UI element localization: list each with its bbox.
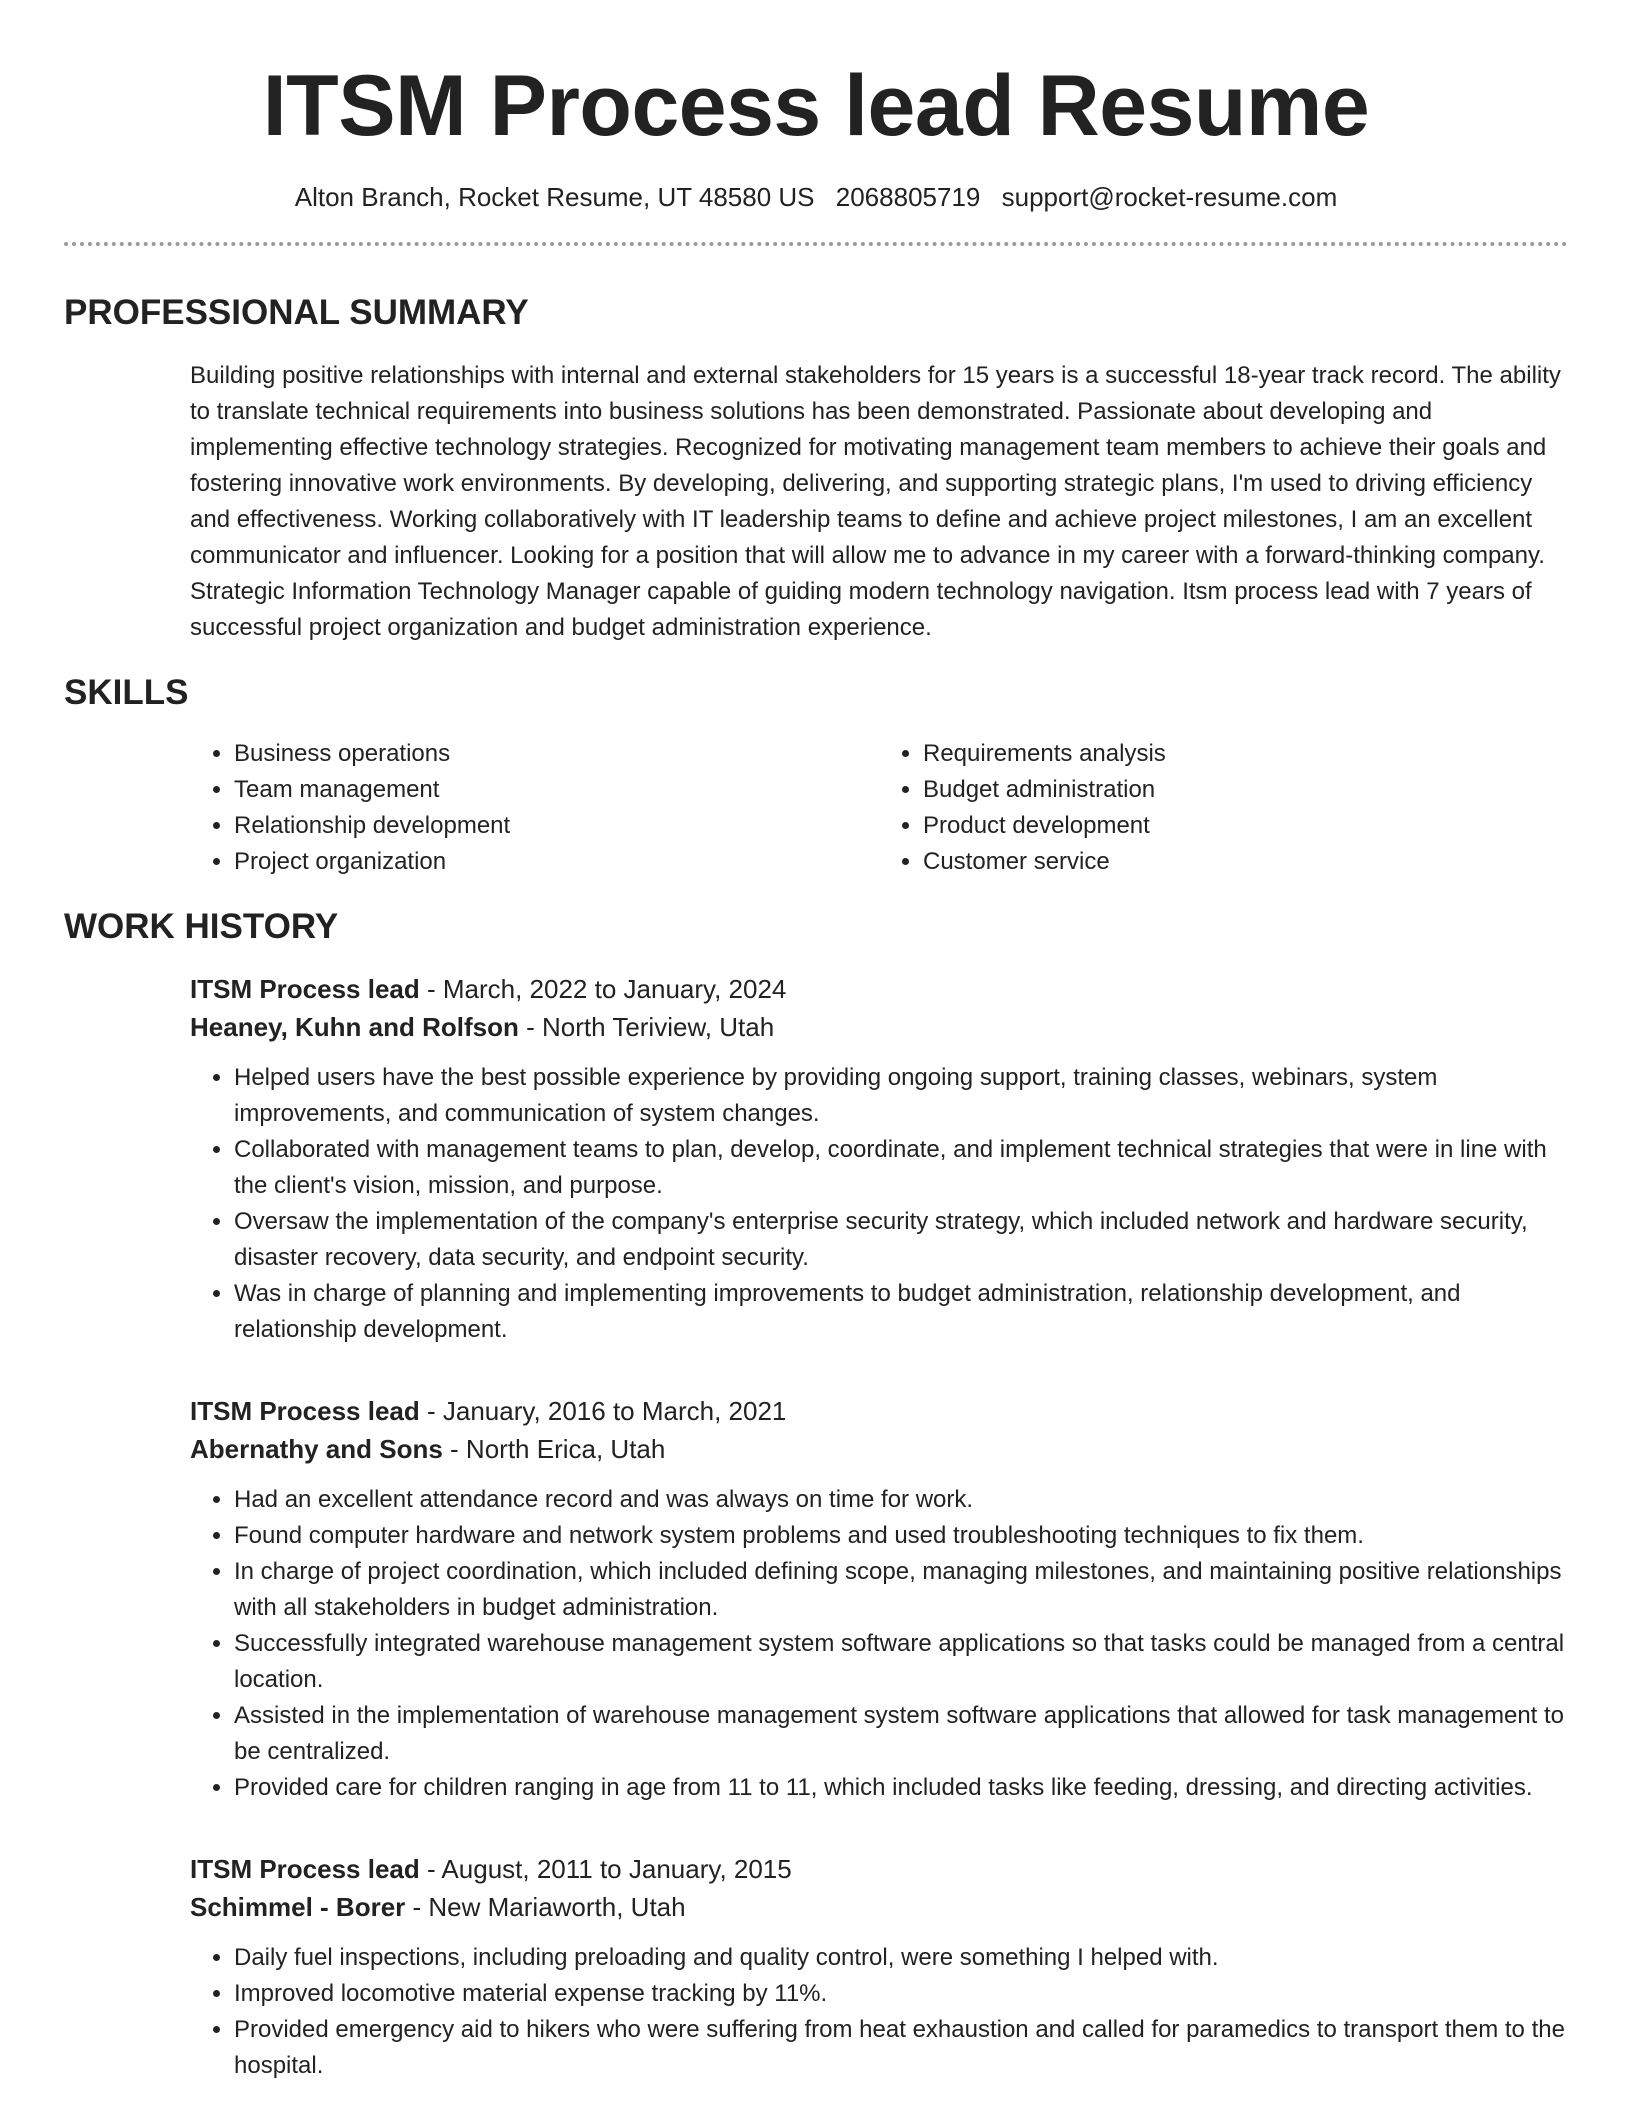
skill-item: • Project organization: [234, 844, 879, 880]
contact-phone: 2068805719: [835, 182, 981, 212]
job-bullet: • Successfully integrated warehouse management system software applications so that tasks could be managed from a central location.: [234, 1626, 1568, 1698]
job-bullet: • Had an excellent attendance record and was always on time for work.: [234, 1482, 1568, 1518]
job-bullet: • Collaborated with management teams to plan, develop, coordinate, and implement technical strategies that were in line with the client's vision, mission, and purpose.: [234, 1132, 1568, 1204]
skill-item: • Relationship development: [234, 808, 879, 844]
skill-item: • Customer service: [923, 844, 1568, 880]
job-title: ITSM Process lead: [190, 1396, 420, 1426]
job-bullet: • In charge of project coordination, which included defining scope, managing milestones, and maintaining positive relationships with all stakeholders in budget administration.: [234, 1554, 1568, 1626]
resume-title: ITSM Process lead Resume: [262, 58, 1370, 154]
skill-item: • Team management: [234, 772, 879, 808]
job-bullet: • Found computer hardware and network system problems and used troubleshooting techniques to fix them.: [234, 1518, 1568, 1554]
job-company: Schimmel - Borer: [190, 1892, 406, 1922]
job-bullet: • Assisted in the implementation of warehouse management system software applications that allowed for task management to be centralized.: [234, 1698, 1568, 1770]
job-location: - New Mariaworth, Utah: [405, 1892, 686, 1922]
job-dates: - January, 2016 to March, 2021: [419, 1396, 787, 1426]
job-title: ITSM Process lead: [190, 1854, 420, 1884]
job-bullets: [190, 1482, 1568, 1806]
job-title-line: [190, 1850, 1568, 1888]
job-company: Heaney, Kuhn and Rolfson: [190, 1012, 519, 1042]
contact-line: [64, 180, 1568, 214]
skills-heading: SKILLS: [64, 673, 189, 712]
summary-text: Building positive relationships with internal and external stakeholders for 15 years is a successful 18-year track record. The ability to translate technical requirements into business solutions has been demonstrated. Passionate about developing and implementing effective technology strategies. Recognized for motivating management team members to achieve their goals and fostering innovative work environments. By developing, delivering, and supporting strategic plans, I'm used to driving efficiency and effectiveness. Working collaboratively with IT leadership teams to define and achieve project milestones, I am an excellent communicator and influencer. Looking for a position that will allow me to advance in my career with a forward-thinking company. Strategic Information Technology Manager capable of guiding modern technology navigation. Itsm process lead with 7 years of successful project organization and budget administration experience.: [190, 362, 1561, 641]
job-bullet: • Was in charge of planning and implementing improvements to budget administration, relationship development, and relationship development.: [234, 1276, 1568, 1348]
job-bullet: • Daily fuel inspections, including preloading and quality control, were something I helped with.: [234, 1940, 1568, 1976]
job-company: Abernathy and Sons: [190, 1434, 443, 1464]
job-entry: [190, 1392, 1568, 1806]
job-entry: [190, 1850, 1568, 2084]
header-divider: [64, 242, 1568, 246]
job-bullet: • Improved locomotive material expense tracking by 11%.: [234, 1976, 1568, 2012]
job-bullets: [190, 1940, 1568, 2084]
job-bullet: • Helped users have the best possible experience by providing ongoing support, training classes, webinars, system improvements, and communication of system changes.: [234, 1060, 1568, 1132]
skills-column-left: [190, 736, 879, 880]
job-company-line: [190, 1430, 1568, 1468]
summary-heading: PROFESSIONAL SUMMARY: [64, 293, 529, 332]
job-company-line: [190, 1888, 1568, 1926]
contact-email: support@rocket-resume.com: [1001, 182, 1338, 212]
skill-item: • Budget administration: [923, 772, 1568, 808]
job-location: - North Erica, Utah: [442, 1434, 666, 1464]
job-dates: - March, 2022 to January, 2024: [419, 974, 787, 1004]
job-bullets: [190, 1060, 1568, 1348]
skills-list: [190, 736, 1568, 880]
job-title-line: [190, 970, 1568, 1008]
contact-address: Alton Branch, Rocket Resume, UT 48580 US: [294, 182, 815, 212]
job-title: ITSM Process lead: [190, 974, 420, 1004]
job-dates: - August, 2011 to January, 2015: [419, 1854, 792, 1884]
skills-column-right: [879, 736, 1568, 880]
job-location: - North Teriview, Utah: [518, 1012, 775, 1042]
work-history-list: [190, 970, 1568, 2084]
job-title-line: [190, 1392, 1568, 1430]
job-bullet: • Provided emergency aid to hikers who were suffering from heat exhaustion and called for paramedics to transport them to the hospital.: [234, 2012, 1568, 2084]
skill-item: • Business operations: [234, 736, 879, 772]
skill-item: • Requirements analysis: [923, 736, 1568, 772]
job-bullet: • Oversaw the implementation of the company's enterprise security strategy, which included network and hardware security, disaster recovery, data security, and endpoint security.: [234, 1204, 1568, 1276]
job-company-line: [190, 1008, 1568, 1046]
work-history-heading: WORK HISTORY: [64, 907, 339, 946]
skill-item: • Product development: [923, 808, 1568, 844]
job-bullet: • Provided care for children ranging in age from 11 to 11, which included tasks like feeding, dressing, and directing activities.: [234, 1770, 1568, 1806]
job-entry: [190, 970, 1568, 1348]
